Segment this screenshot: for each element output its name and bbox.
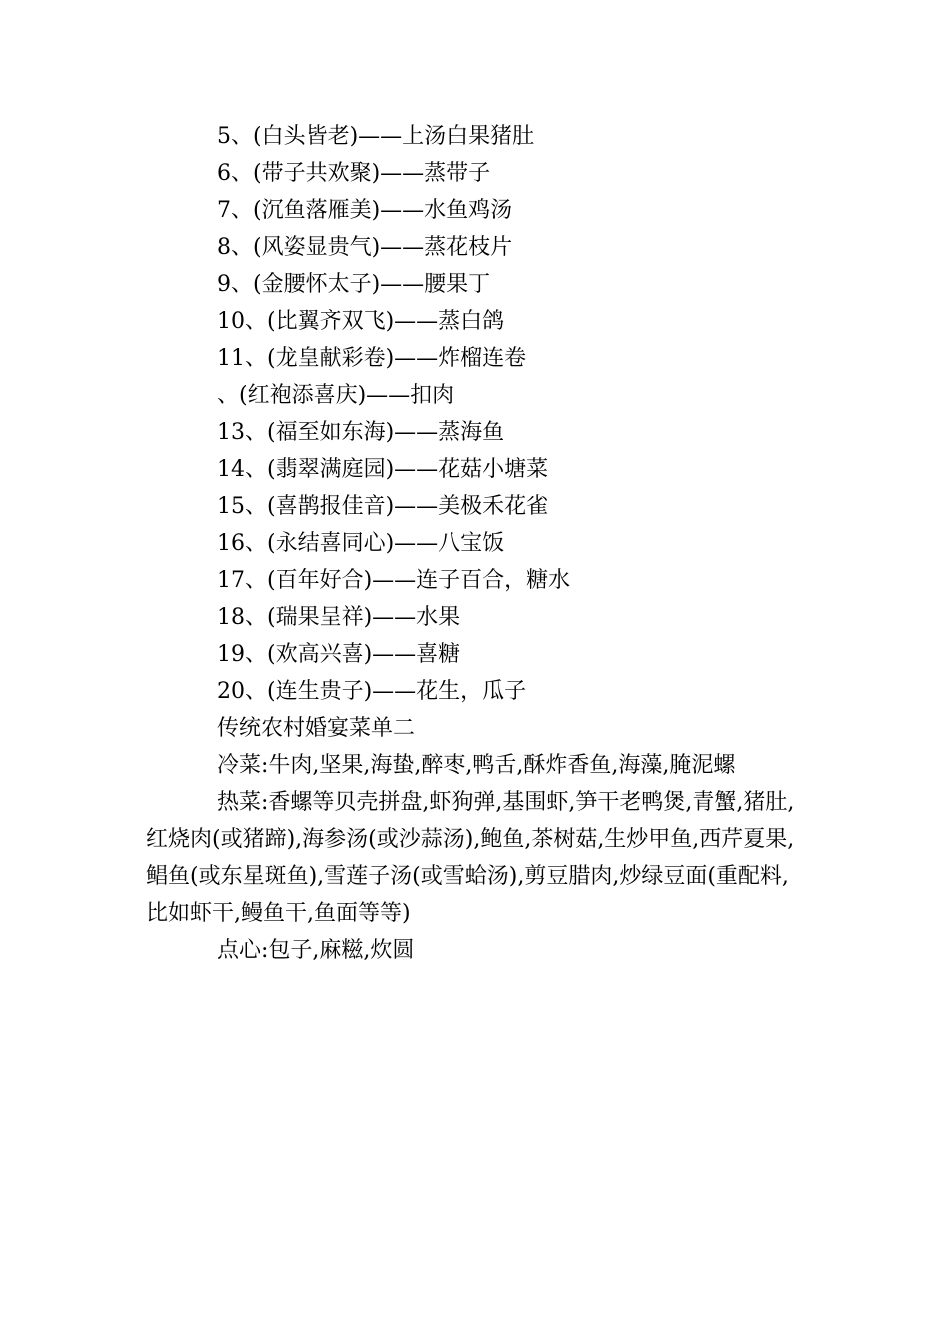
document-body	[146, 118, 806, 969]
menu-item-18: 18、(瑞果呈祥)——水果	[217, 605, 461, 630]
desserts-paragraph: 点心:包子,麻糍,炊圆	[217, 938, 415, 963]
hot-dishes-paragraph: 热菜:香螺等贝壳拼盘,虾狗弹,基围虾,笋干老鸭煲,青蟹,猪肚,红烧肉(或猪蹄),海参汤(或沙蒜汤),鲍鱼,茶树菇,生炒甲鱼,西芹夏果,鲳鱼(或东星斑鱼),雪莲子汤(或雪蛤汤),剪豆腊肉,炒绿豆面(重配料,比如虾干,鳗鱼干,鱼面等等)	[146, 790, 795, 926]
menu-item-6: 6、(带子共欢聚)——蒸带子	[217, 161, 491, 186]
menu-item-19: 19、(欢高兴喜)——喜糖	[217, 642, 461, 667]
menu-item-13: 13、(福至如东海)——蒸海鱼	[217, 420, 505, 445]
section-title: 传统农村婚宴菜单二	[217, 716, 416, 741]
menu-item-15: 15、(喜鹊报佳音)——美极禾花雀	[217, 494, 549, 519]
cold-dishes-paragraph: 冷菜:牛肉,坚果,海蛰,醉枣,鸭舌,酥炸香鱼,海藻,腌泥螺	[217, 753, 736, 778]
menu-item-12: 、(红袍添喜庆)——扣肉	[217, 383, 455, 408]
menu-item-9: 9、(金腰怀太子)——腰果丁	[217, 272, 491, 297]
menu-item-16: 16、(永结喜同心)——八宝饭	[217, 531, 505, 556]
menu-item-8: 8、(风姿显贵气)——蒸花枝片	[217, 235, 513, 260]
menu-item-17: 17、(百年好合)——连子百合，糖水	[217, 568, 571, 593]
menu-item-5: 5、(白头皆老)——上汤白果猪肚	[217, 124, 535, 149]
menu-item-10: 10、(比翼齐双飞)——蒸白鸽	[217, 309, 505, 334]
menu-item-11: 11、(龙皇献彩卷)——炸榴连卷	[217, 346, 527, 371]
menu-item-7: 7、(沉鱼落雁美)——水鱼鸡汤	[217, 198, 513, 223]
menu-item-20: 20、(连生贵子)——花生，瓜子	[217, 679, 527, 704]
menu-item-14: 14、(翡翠满庭园)——花菇小塘菜	[217, 457, 549, 482]
